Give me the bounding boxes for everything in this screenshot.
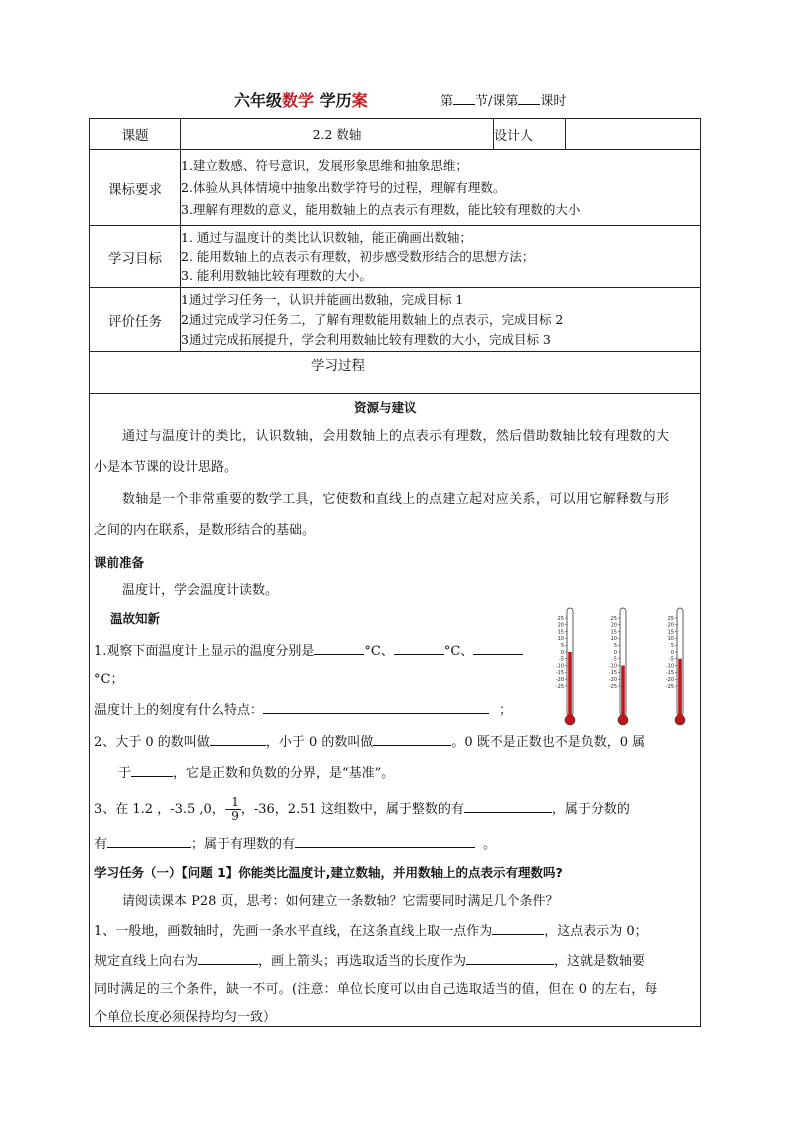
thermometer-bulb [618,715,628,725]
tick-label: 5 [670,643,674,649]
task-1-item: 1、一般地，画数轴时，先画一条水平直线，在这条直线上取一点作为 ，这点表示为 0； [94,921,648,942]
tasks-item: 2通过完成学习任务二，了解有理数能用数轴上的点表示，完成目标 2 [181,311,564,327]
tick-label: 15 [667,629,674,636]
review-title: 温故知新 [110,611,161,626]
tick-label: 15 [610,629,617,636]
lesson-number: 第 节/课第 课时 [440,94,567,109]
paragraph-line: 数轴是一个非常重要的数学工具，它使数和直线上的点建立起对应关系，可以用它解释数与形 [122,492,670,507]
blank-field[interactable] [394,641,444,655]
tick-label: 5 [613,643,617,649]
thermometer [657,606,687,732]
blank-field[interactable] [373,732,451,746]
question-2-cont: 于 ，它是正数和负数的分界，是“基准”。 [118,763,394,784]
tick-label: 0 [560,649,564,656]
thermometer-bulb [675,715,685,725]
blank-field[interactable] [198,951,258,965]
tasks-item: 3通过完成拓展提升，学会利用数轴比较有理数的大小，完成目标 3 [181,331,551,347]
blank-field[interactable] [210,732,266,746]
standards-content [181,150,701,226]
paragraph-line: 小是本节课的设计思路。 [94,460,238,475]
goals-label: 学习目标 [90,226,181,288]
tasks-label: 评价任务 [90,288,181,352]
thermometer-bulb [565,715,575,725]
mercury-column [568,652,572,718]
tick-label: -15 [555,670,564,677]
thermometer [547,606,577,732]
thermometer-icon [657,606,687,728]
tick-label: -20 [665,677,674,683]
tick-label: -25 [608,683,617,690]
goals-item: 3. 能利用数轴比较有理数的大小。 [181,268,372,283]
goals-row [90,226,701,288]
resources-title: 资源与建议 [354,400,417,415]
goals-item: 2. 能用数轴上的点表示有理数，初步感受数形结合的思想方法； [181,249,535,264]
designer-value [566,119,701,150]
standards-item: 2.体验从具体情境中抽象出数学符号的过程，理解有理数。 [181,179,506,195]
blank-field[interactable] [295,834,475,848]
tick-label: 25 [557,615,564,622]
task-1-item-cont: 同时满足的三个条件，缺一不可。(注意：单位长度可以由自己选取适当的值，但在 0 的左右，每 [94,982,658,997]
tasks-row [90,288,701,352]
page-header [0,88,794,110]
standards-label: 课标要求 [90,150,181,226]
learning-process-body [90,394,700,1026]
tasks-item: 1通过学习任务一，认识并能画出数轴，完成目标 1 [181,291,464,307]
tick-label: -25 [665,683,674,690]
standards-row [90,150,701,226]
page-title: 六年级数学 学历案 [234,91,368,110]
blank-field[interactable] [107,834,191,848]
topic-label: 课题 [90,119,181,150]
task-1-item-cont: 规定直线上向右为 ，画上箭头；再选取适当的长度作为 ，这就是数轴要 [94,951,645,972]
tick-label: 0 [670,649,674,656]
tick-label: 20 [667,622,674,629]
tick-label: 20 [610,622,617,629]
task-1-title: 学习任务（一）【问题 1】你能类比温度计,建立数轴，并用数轴上的点表示有理数吗? [94,865,563,880]
prep-title: 课前准备 [94,555,145,570]
goals-item: 1. 通过与温度计的类比认识数轴，能正确画出数轴； [181,230,472,245]
blank-field[interactable] [473,641,523,655]
tick-label: 0 [613,649,617,656]
tick-label: 25 [667,615,674,622]
question-3: 3、在 1.2 ，-3.5 ,0，- $\frac{1}{9}$ ，-36，2.51 这组数中，属于整数的有 ，属于分数的 [94,795,630,823]
tick-label: -5 [669,656,674,663]
standards-item: 1.建立数感、符号意识，发展形象思维和抽象思维； [181,157,468,173]
lesson-plan-table [89,118,701,1027]
process-row [90,352,701,394]
tick-label: -15 [665,670,674,677]
question-3-cont: 有 ；属于有理数的有 。 [94,834,496,855]
tick-label: -15 [608,670,617,677]
tick-label: -5 [559,656,564,663]
topic-row [90,119,701,150]
tick-label: 25 [610,615,617,622]
fraction: $\frac{1}{9}$ [231,795,239,823]
designer-label: 设计人 [494,119,566,150]
thermometer-icon [600,606,630,728]
tick-label: 10 [610,636,617,643]
blank-field[interactable] [131,763,173,777]
goals-content [181,226,701,288]
process-label: 学习过程 [311,358,365,374]
question-1b: 温度计上的刻度有什么特点： ； [94,700,512,721]
blank-field[interactable] [314,641,364,655]
paragraph-line: 通过与温度计的类比，认识数轴，会用数轴上的点表示有理数，然后借助数轴比较有理数的大 [122,429,670,444]
tick-label: 5 [560,643,564,649]
task-1-instructions: 请阅读课本 P28 页，思考：如何建立一条数轴？它需要同时满足几个条件？ [122,894,559,909]
standards-item: 3.理解有理数的意义，能用数轴上的点表示有理数，能比较有理数的大小 [181,201,581,217]
tick-label: -5 [612,656,617,663]
tick-label: -10 [665,663,674,670]
tick-label: 15 [557,629,564,636]
mercury-column [678,659,682,718]
thermometer [600,606,630,732]
question-1: 1.观察下面温度计上显示的温度分别是 °C、 °C、 [94,641,523,662]
question-2: 2、大于 0 的数叫做 ，小于 0 的数叫做 。0 既不是正数也不是负数，0 属 [94,732,645,753]
blank-field[interactable] [466,951,554,965]
prep-text: 温度计，学会温度计读数。 [122,583,279,598]
tick-label: -10 [555,663,564,670]
blank-field[interactable] [263,700,489,714]
tasks-content [181,288,701,352]
body-row [90,394,701,1027]
blank-field[interactable] [492,921,544,935]
mercury-column [621,666,625,718]
blank-field[interactable] [464,799,552,813]
tick-label: -20 [555,677,564,683]
paragraph-line: 之间的内在联系，是数形结合的基础。 [94,523,316,538]
question-1-unit: °C； [94,672,124,687]
tick-label: 20 [557,622,564,629]
thermometer-icon [547,606,577,728]
task-1-item-cont: 个单位长度必须保持均匀一致） [94,1010,277,1025]
topic-value: 2.2 数轴 [181,119,494,150]
tick-label: 10 [557,636,564,643]
tick-label: -10 [608,663,617,670]
tick-label: 10 [667,636,674,643]
tick-label: -25 [555,683,564,690]
tick-label: -20 [608,677,617,683]
